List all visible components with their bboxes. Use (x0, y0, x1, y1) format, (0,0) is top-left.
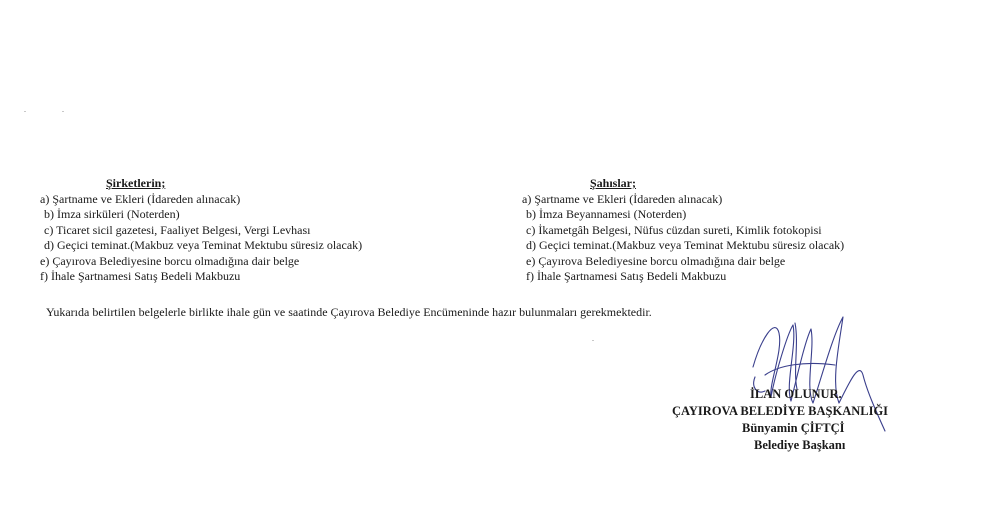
companies-requirements (40, 176, 480, 285)
individuals-item: c) İkametgâh Belgesi, Nüfus cüzdan sureti, Kimlik fotokopisi (526, 222, 822, 237)
signatory-title: Belediye Başkanı (754, 438, 846, 452)
individuals-requirements (522, 176, 962, 285)
announcement-text: İLAN OLUNUR. (750, 387, 842, 401)
institution-name: ÇAYIROVA BELEDİYE BAŞKANLIĞI (672, 404, 889, 418)
individuals-item: d) Geçici teminat.(Makbuz veya Teminat Mektubu süresiz olacak) (526, 238, 845, 252)
signatory-name: Bünyamin ÇİFTÇİ (742, 421, 845, 435)
companies-item: d) Geçici teminat.(Makbuz veya Teminat Mektubu süresiz olacak) (44, 238, 363, 252)
companies-heading: Şirketlerin; (106, 176, 166, 190)
companies-item: b) İmza sirküleri (Noterden) (44, 207, 180, 221)
scan-speck (592, 340, 594, 341)
individuals-heading: Şahıslar; (590, 176, 637, 190)
companies-item: f) İhale Şartnamesi Satış Bedeli Makbuzu (40, 269, 241, 283)
companies-item: c) Ticaret sicil gazetesi, Faaliyet Belgesi, Vergi Levhası (44, 222, 311, 237)
scan-speck (24, 111, 26, 112)
companies-item: e) Çayırova Belediyesine borcu olmadığına dair belge (40, 253, 300, 268)
individuals-item: a) Şartname ve Ekleri (İdareden alınacak) (522, 191, 723, 206)
attendance-statement: Yukarıda belirtilen belgelerle birlikte ihale gün ve saatinde Çayırova Belediye Encümeninde hazır bulunmaları gerekmektedir. (46, 305, 652, 319)
companies-item: a) Şartname ve Ekleri (İdareden alınacak) (40, 191, 241, 206)
individuals-item: e) Çayırova Belediyesine borcu olmadığına dair belge (526, 253, 786, 268)
closing-block (640, 386, 970, 454)
individuals-item: f) İhale Şartnamesi Satış Bedeli Makbuzu (526, 269, 727, 283)
individuals-item: b) İmza Beyannamesi (Noterden) (526, 207, 687, 221)
scan-speck (62, 111, 64, 112)
